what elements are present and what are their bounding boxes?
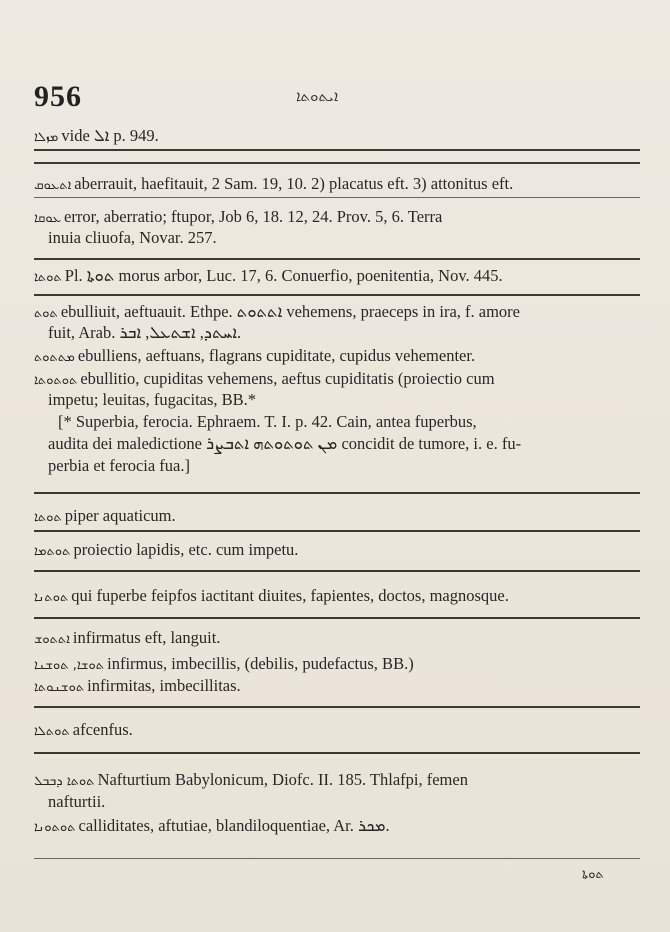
entry-line: ܬܘܬܢܐ qui fuperbe feipfos iactitant diuites, fapientes, doctos, magnosque. bbox=[34, 586, 509, 605]
header-rule bbox=[34, 149, 640, 151]
entry-rule bbox=[34, 706, 640, 708]
catchword: ܬܘܬܐ bbox=[582, 867, 604, 882]
entry-line: ܬܘܬܡܐ proiectio lapidis, etc. cum impetu. bbox=[34, 540, 299, 559]
entry-line: inuia cliuofa, Novar. 257. bbox=[48, 228, 217, 247]
entry-line: ܬܘܬܐ ܕܒܒܠ Nafturtium Babylonicum, Diofc. II. 185. Thlafpi, femen bbox=[34, 770, 468, 789]
entry-rule bbox=[34, 492, 640, 494]
entry-rule bbox=[34, 258, 640, 260]
entry-line: ܬܘܬܘܬܐ ebullitio, cupiditas vehemens, aeftus cupiditatis (proiectio cum bbox=[34, 369, 495, 388]
entry-line: ܬܘܬܘܢܐ calliditates, aftutiae, blandiloquentiae, Ar. ܡܟܪ. bbox=[34, 816, 390, 835]
entry-rule bbox=[34, 162, 640, 164]
entry-line: fuit, Arab. ܐܚܬܕ, ܐܫܬܥܠ, ܐܒܪ. bbox=[48, 323, 242, 342]
entry-line: ܐܬܬܘܫ infirmatus eft, languit. bbox=[34, 628, 221, 647]
footnote-line: [* Superbia, ferocia. Ephraem. T. I. p. 42. Cain, antea fuperbus, bbox=[58, 412, 477, 431]
entry-line: ܥܘܩܐ error, aberratio; ftupor, Job 6, 18. 12, 24. Prov. 5, 6. Terra bbox=[34, 207, 443, 226]
entry-line: ܬܘܬܐ piper aquaticum. bbox=[34, 506, 176, 525]
entry-line: ܬܘܬܠܐ afcenfus. bbox=[34, 720, 133, 739]
entry-rule bbox=[34, 197, 640, 198]
entry-line: impetu; leuitas, fugacitas, BB.* bbox=[48, 390, 257, 409]
entry-line: ܐܬܥܘܩ aberrauit, haefitauit, 2 Sam. 19, 10. 2) placatus eft. 3) attonitus eft. bbox=[34, 174, 514, 193]
entry-rule bbox=[34, 530, 640, 532]
footnote-line: audita dei maledictione ܡܢ ܬܘܬܘܬܗ ܐܬܒܨܪ concidit de tumore, i. e. fu- bbox=[48, 434, 522, 453]
footer-rule bbox=[34, 858, 640, 859]
entry-line: ܡܬܬܘܬ ebulliens, aeftuans, flagrans cupiditate, cupidus vehementer. bbox=[34, 346, 476, 365]
entry-rule bbox=[34, 617, 640, 619]
page-number: 956 bbox=[34, 80, 82, 113]
entry-rule bbox=[34, 752, 640, 754]
entry-rule bbox=[34, 294, 640, 296]
entry-line: ܡܙܠܐ vide ܐܠ p. 949. bbox=[34, 126, 159, 145]
running-headword: ܐܝܬܘܬܐ bbox=[296, 89, 339, 105]
entry-line: nafturtii. bbox=[48, 792, 106, 811]
footnote-line: perbia et ferocia fua.] bbox=[48, 456, 190, 475]
entry-rule bbox=[34, 570, 640, 572]
entry-line: ܬܘܬ ebulliuit, aeftuauit. Ethpe. ܐܬܬܘܬ vehemens, praeceps in ira, f. amore bbox=[34, 302, 521, 321]
entry-line: ܬܘܫܢܘܬܐ infirmitas, imbecillitas. bbox=[34, 676, 241, 695]
entry-line: ܬܘܫܐ, ܬܘܫܢܐ infirmus, imbecillis, (debilis, pudefactus, BB.) bbox=[34, 654, 414, 673]
entry-line: ܬܘܬܐ Pl. ܬܘܬܐ morus arbor, Luc. 17, 6. Conuerfio, poenitentia, Nov. 445. bbox=[34, 266, 503, 285]
